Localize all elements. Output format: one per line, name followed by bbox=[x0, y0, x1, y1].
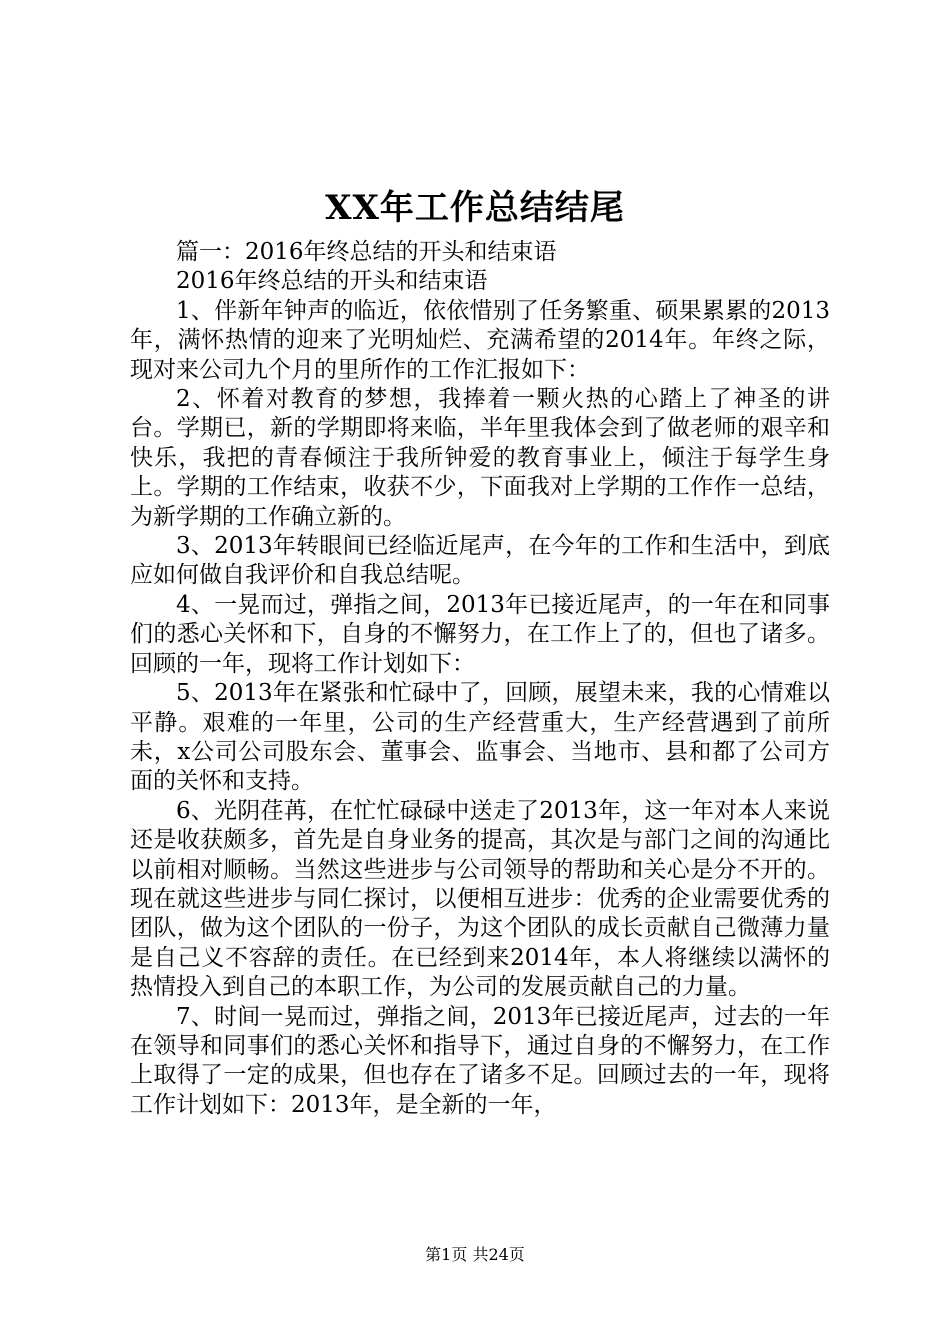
paragraph-5: 5、2013年在紧张和忙碌中了，回顾，展望未来，我的心情难以平静。艰难的一年里，公司的生产经营重大，生产经营遇到了前所未，x公司公司股东会、董事会、监事会、当地市、县和都了公司方面的关怀和支持。 bbox=[130, 680, 830, 795]
paragraph-4: 4、一晃而过，弹指之间，2013年已接近尾声，的一年在和同事们的悉心关怀和下，自身的不懈努力，在工作上了的，但也了诸多。回顾的一年，现将工作计划如下： bbox=[130, 591, 830, 677]
document-title: XX年工作总结结尾 bbox=[325, 188, 625, 228]
document-body bbox=[130, 238, 830, 1120]
paragraph-3: 3、2013年转眼间已经临近尾声，在今年的工作和生活中，到底应如何做自我评价和自我总结呢。 bbox=[130, 533, 830, 589]
paragraph-7: 7、时间一晃而过，弹指之间，2013年已接近尾声，过去的一年在领导和同事们的悉心关怀和指导下，通过自身的不懈努力，在工作上取得了一定的成果，但也存在了诸多不足。回顾过去的一年，现将工作计划如下：2013年，是全新的一年， bbox=[130, 1003, 830, 1118]
paragraph-6: 6、光阴荏苒，在忙忙碌碌中送走了2013年，这一年对本人来说还是收获颇多，首先是自身业务的提高，其次是与部门之间的沟通比以前相对顺畅。当然这些进步与公司领导的帮助和关心是分不开的。现在就这些进步与同仁探讨，以便相互进步：优秀的企业需要优秀的团队，做为这个团队的一份子，为这个团队的成长贡献自己微薄力量是自己义不容辞的责任。在已经到来2014年，本人将继续以满怀的热情投入到自己的本职工作，为公司的发展贡献自己的力量。 bbox=[130, 797, 830, 1001]
paragraph-subheading: 2016年终总结的开头和结束语 bbox=[176, 268, 488, 295]
paragraph-section-heading: 篇一：2016年终总结的开头和结束语 bbox=[176, 239, 557, 265]
paragraph-1: 1、伴新年钟声的临近，依依惜别了任务繁重、硕果累累的2013年，满怀热情的迎来了光明灿烂、充满希望的2014年。年终之际，现对来公司九个月的里所作的工作汇报如下： bbox=[130, 297, 830, 383]
paragraph-2: 2、怀着对教育的梦想，我捧着一颗火热的心踏上了神圣的讲台。学期已，新的学期即将来临，半年里我体会到了做老师的艰辛和快乐，我把的青春倾注于我所钟爱的教育事业上，倾注于每学生身上。学期的工作结束，收获不少，下面我对上学期的工作作一总结，为新学期的工作确立新的。 bbox=[130, 386, 830, 530]
page-footer: 第1页 共24页 bbox=[425, 1245, 525, 1264]
